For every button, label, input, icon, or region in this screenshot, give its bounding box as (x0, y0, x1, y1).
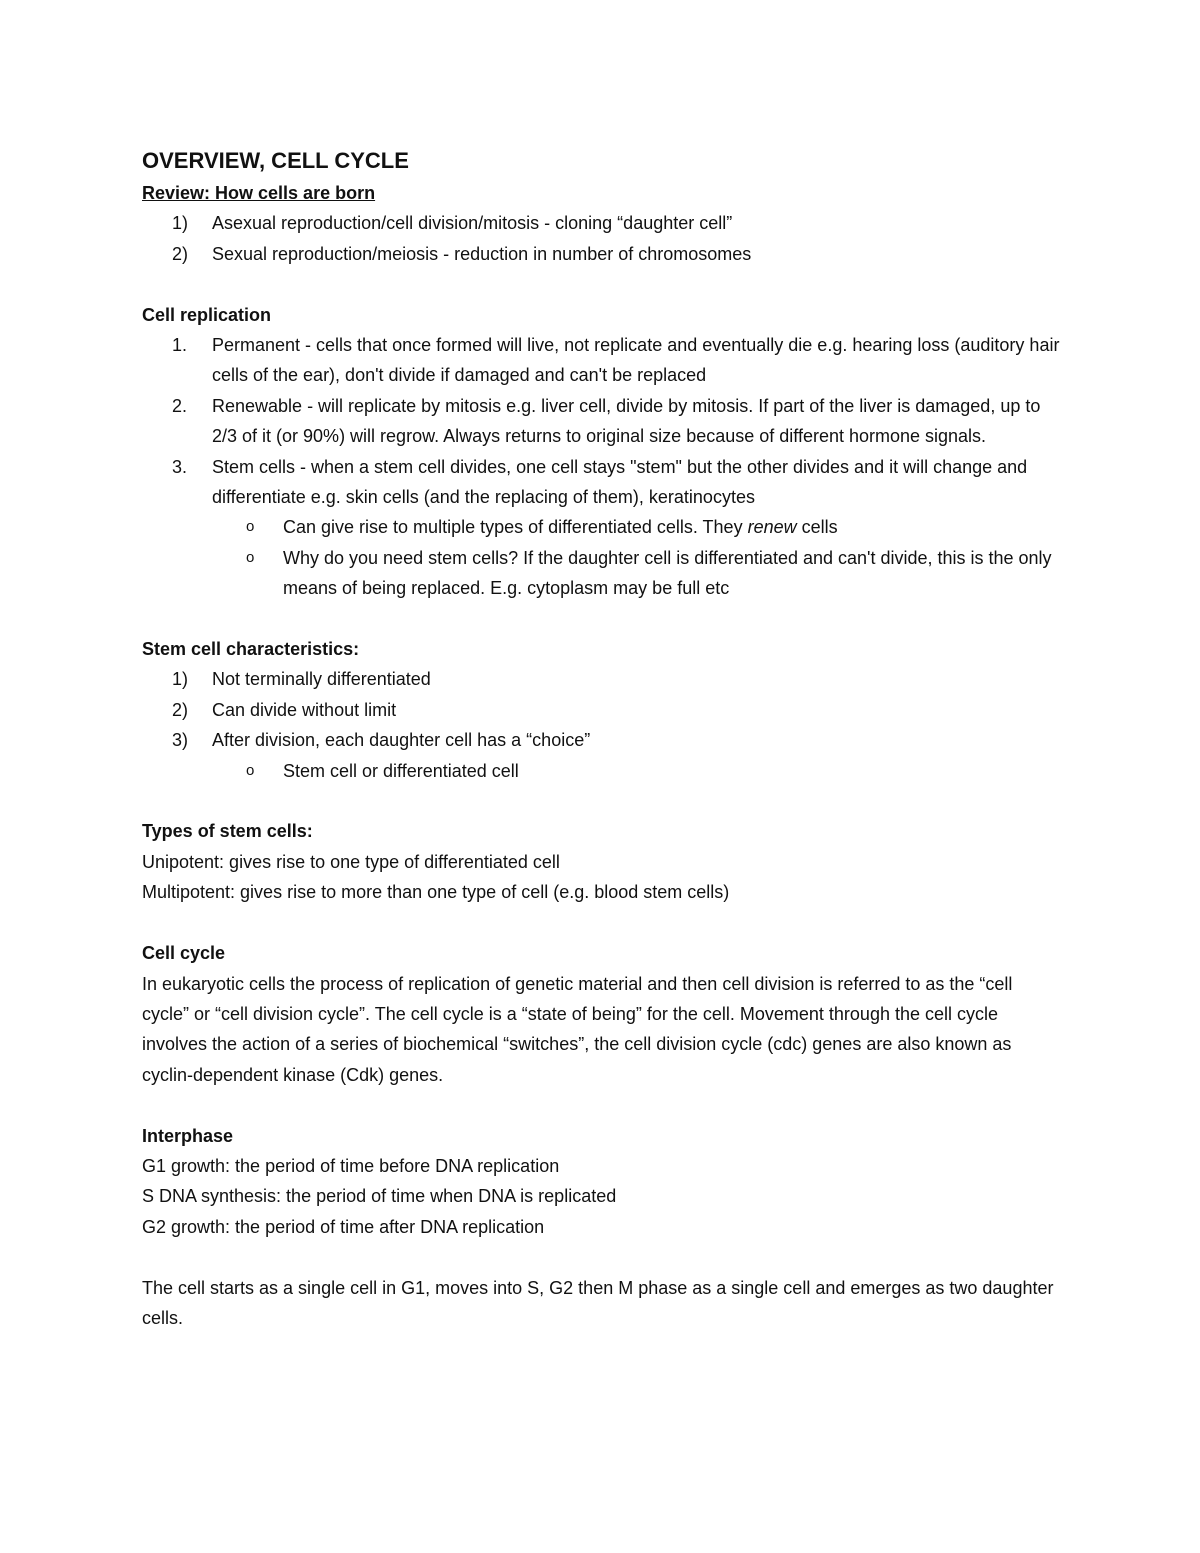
list-item-text: Sexual reproduction/meiosis - reduction in number of chromosomes (212, 243, 752, 264)
cell-cycle-paragraph: In eukaryotic cells the process of replication of genetic material and then cell division is referred to as the “cell cycle” or “cell division cycle”. The cell cycle is a “state of being” for the cell. Movement through the cell cycle involves the action of a series of biochemical “switches”, the cell division cycle (cdc) genes are also known as cyclin-dependent kinase (Cdk) genes. (142, 973, 1013, 1085)
list-item-text: Not terminally differentiated (212, 669, 431, 690)
spacer (142, 1090, 1062, 1120)
sub-list-item (142, 512, 1062, 542)
list-item (142, 330, 1062, 391)
list-item-text: After division, each daughter cell has a “choice” (212, 730, 591, 751)
list-marker: 2. (172, 395, 188, 416)
interphase-line: G2 growth: the period of time after DNA replication (142, 1216, 545, 1237)
interphase-heading: Interphase (142, 1125, 234, 1146)
sub-item-text: Stem cell or differentiated cell (283, 760, 519, 781)
list-item (142, 695, 1062, 725)
list-marker: 2) (172, 699, 189, 720)
types-heading: Types of stem cells: (142, 821, 313, 842)
spacer (142, 604, 1062, 634)
closing-paragraph: The cell starts as a single cell in G1, moves into S, G2 then M phase as a single cell and emerges as two daughter cells. (142, 1277, 1054, 1328)
list-marker: 2) (172, 243, 189, 264)
list-marker: 1) (172, 213, 189, 234)
spacer (142, 786, 1062, 816)
sub-list-item (142, 756, 1062, 786)
list-item-text: Can divide without limit (212, 699, 397, 720)
list-marker: 3) (172, 730, 189, 751)
list-item-text: Permanent - cells that once formed will live, not replicate and eventually die e.g. hearing loss (auditory hair cells of the ear), don't divide if damaged and can't be replaced (212, 335, 1060, 386)
list-marker: 3. (172, 456, 188, 477)
list-item-text: Renewable - will replicate by mitosis e.g. liver cell, divide by mitosis. If part of the liver is damaged, up to 2/3 of it (or 90%) will regrow. Always returns to original size because of different hormone signals. (212, 395, 1041, 447)
spacer (142, 908, 1062, 938)
document-page (142, 146, 1062, 1333)
interphase-line: G1 growth: the period of time before DNA replication (142, 1155, 560, 1176)
list-item (142, 664, 1062, 694)
page-title: OVERVIEW, CELL CYCLE (142, 148, 409, 173)
list-item (142, 725, 1062, 755)
list-item-text: Asexual reproduction/cell division/mitosis - cloning “daughter cell” (212, 213, 733, 234)
sub-item-emphasis: renew (747, 517, 797, 538)
list-item (142, 391, 1062, 452)
sub-item-text: Why do you need stem cells? If the daughter cell is differentiated and can't divide, this is the only means of being replaced. E.g. cytoplasm may be full etc (283, 547, 1052, 599)
review-heading: Review: How cells are born (142, 183, 376, 203)
list-item (142, 208, 1062, 238)
list-item (142, 239, 1062, 269)
sub-item-text-before: Can give rise to multiple types of differentiated cells. They (283, 517, 748, 538)
sub-list-item (142, 543, 1062, 604)
cell-cycle-heading: Cell cycle (142, 943, 226, 964)
stem-characteristics-heading: Stem cell characteristics: (142, 639, 360, 660)
circle-bullet-icon: o (246, 548, 255, 566)
types-line: Multipotent: gives rise to more than one type of cell (e.g. blood stem cells) (142, 882, 730, 903)
spacer (142, 1242, 1062, 1272)
list-marker: 1) (172, 669, 189, 690)
spacer (142, 269, 1062, 299)
cell-replication-heading: Cell replication (142, 304, 272, 325)
list-item (142, 452, 1062, 513)
list-item-text: Stem cells - when a stem cell divides, one cell stays "stem" but the other divides and it will change and differentiate e.g. skin cells (and the replacing of them), keratinocytes (212, 456, 1028, 508)
circle-bullet-icon: o (246, 518, 255, 536)
interphase-line: S DNA synthesis: the period of time when DNA is replicated (142, 1186, 617, 1207)
sub-item-text-after: cells (796, 517, 838, 538)
list-marker: 1. (172, 335, 188, 356)
types-line: Unipotent: gives rise to one type of differentiated cell (142, 851, 560, 872)
circle-bullet-icon: o (246, 761, 255, 779)
